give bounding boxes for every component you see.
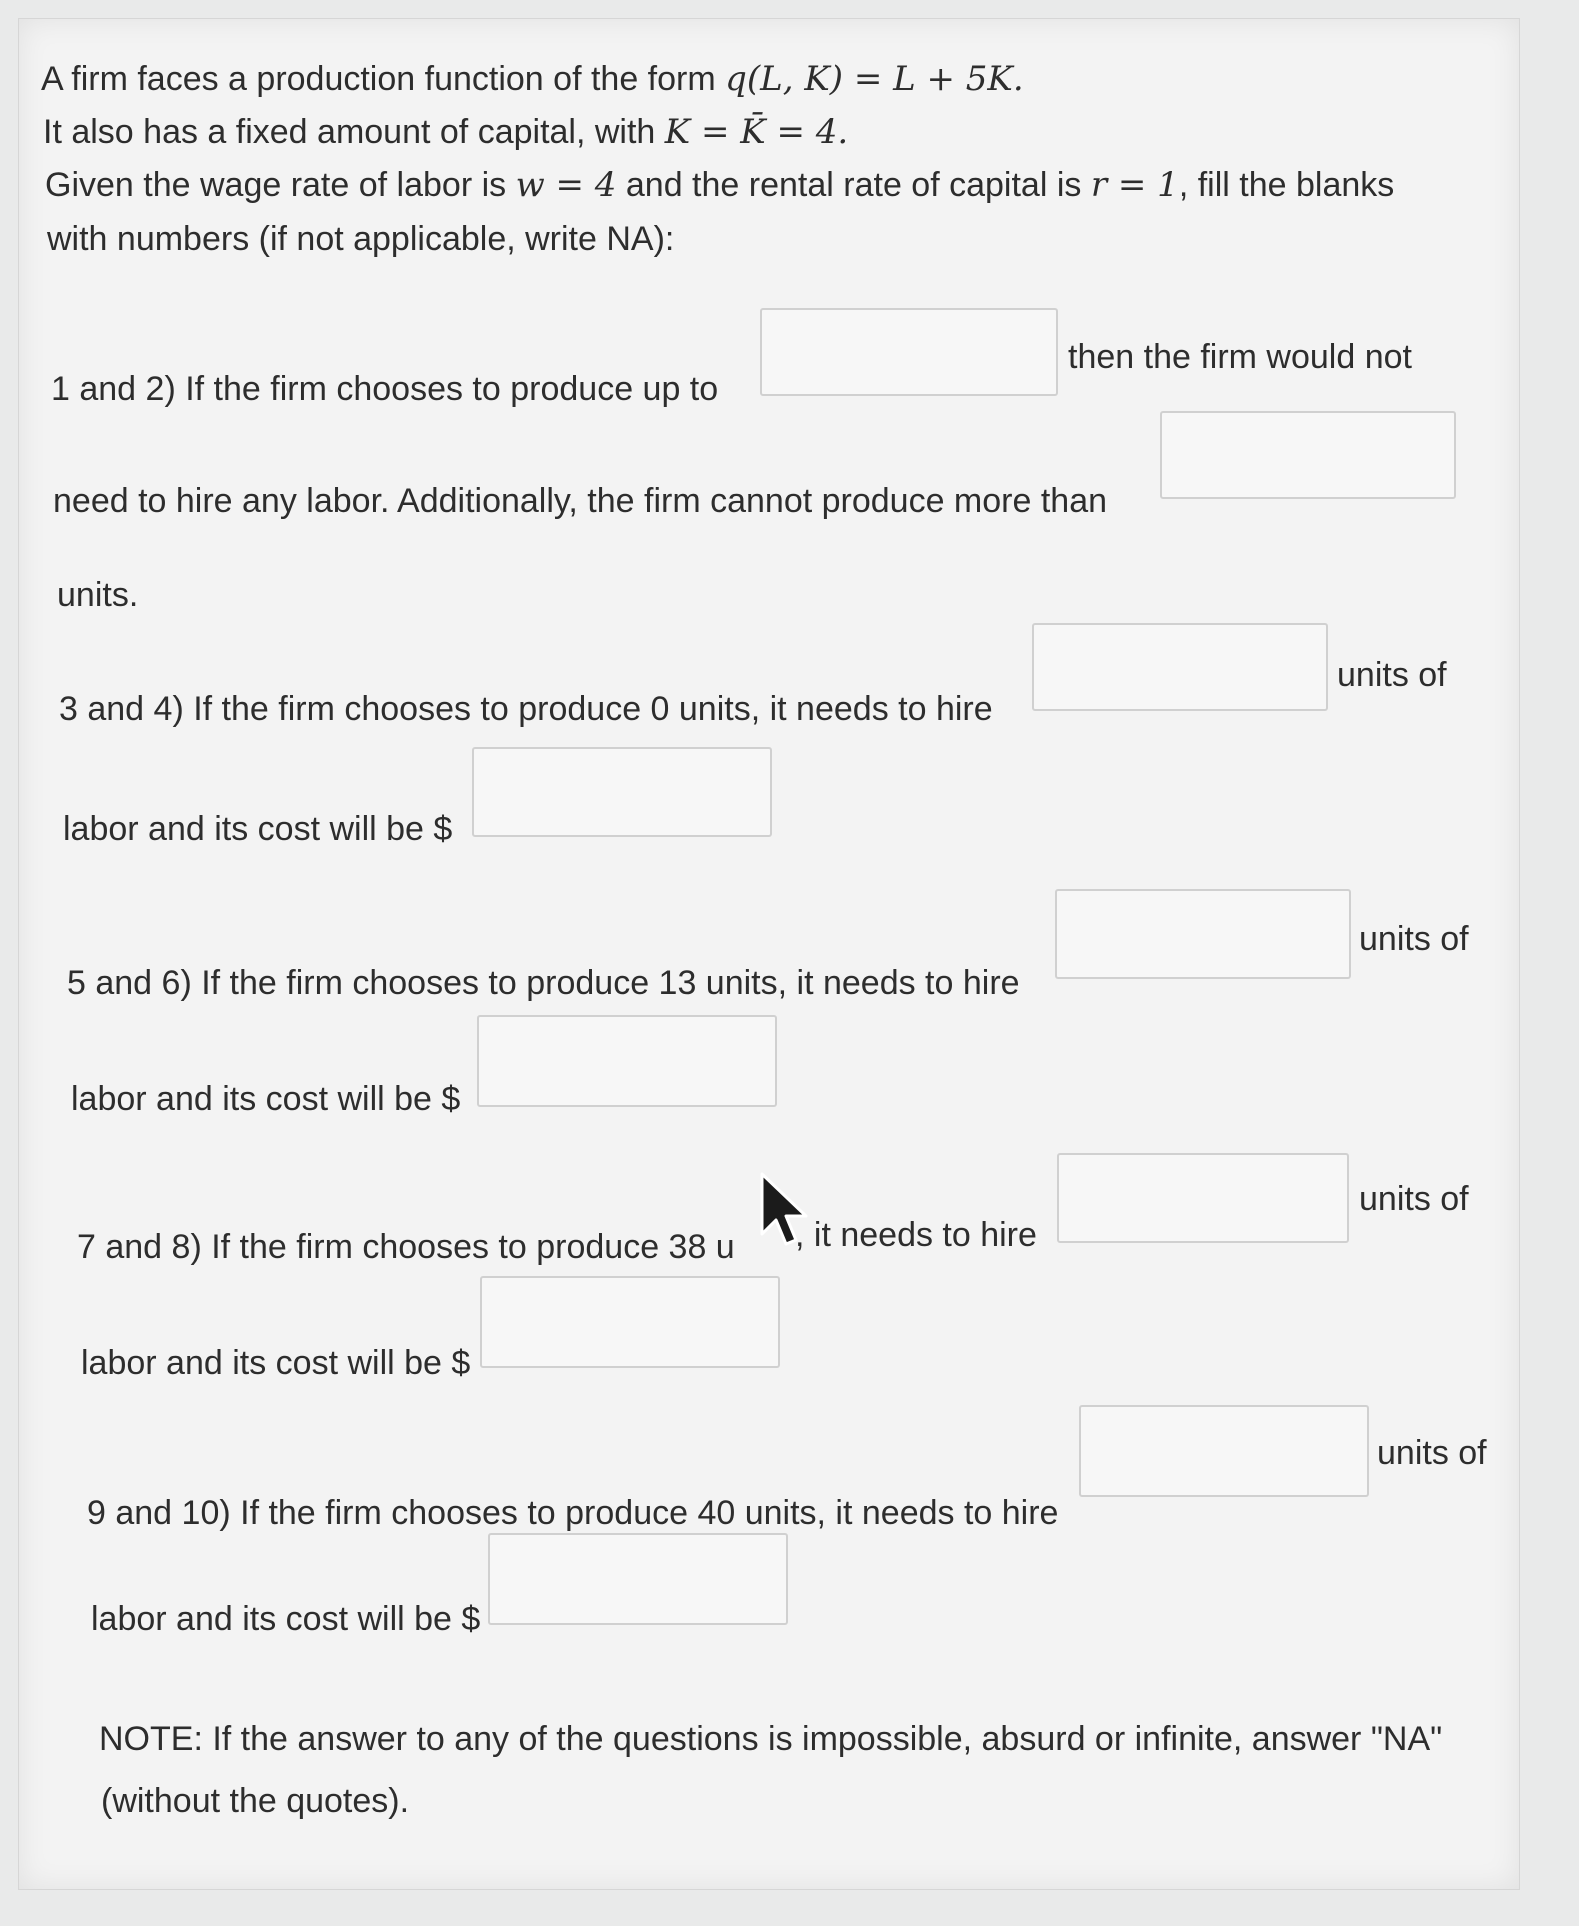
q34-text-a: 3 and 4) If the firm chooses to produce 0 units, it needs to hire xyxy=(59,690,993,728)
answer-input-8[interactable] xyxy=(480,1276,780,1368)
production-function-math: q(L, K) = L + 5K. xyxy=(725,59,1024,99)
note-line-1: NOTE: If the answer to any of the questions is impossible, absurd or infinite, answer "NA" xyxy=(99,1720,1443,1758)
q78-text-b: units of xyxy=(1359,1180,1469,1218)
answer-input-10[interactable] xyxy=(488,1533,788,1625)
intro-line-3: Given the wage rate of labor is w = 4 and the rental rate of capital is r = 1, fill the blanks xyxy=(45,165,1395,205)
q12-text-b: then the firm would not xyxy=(1068,338,1412,376)
q910-text-b: units of xyxy=(1377,1434,1487,1472)
q12-text-c: need to hire any labor. Additionally, the firm cannot produce more than xyxy=(53,482,1108,520)
intro-line-1: A firm faces a production function of the form q(L, K) = L + 5K. xyxy=(41,59,1024,99)
q78-text-a2: , it needs to hire xyxy=(795,1216,1037,1254)
mouse-pointer-icon xyxy=(760,1172,816,1252)
intro-line-4: with numbers (if not applicable, write NA): xyxy=(47,220,675,258)
q56-text-c: labor and its cost will be $ xyxy=(71,1080,461,1118)
q78-text-c: labor and its cost will be $ xyxy=(81,1344,471,1382)
question-card xyxy=(18,18,1520,1890)
answer-input-1[interactable] xyxy=(760,308,1058,396)
answer-input-6[interactable] xyxy=(477,1015,777,1107)
q34-text-c: labor and its cost will be $ xyxy=(63,810,453,848)
answer-input-4[interactable] xyxy=(472,747,772,837)
q56-text-b: units of xyxy=(1359,920,1469,958)
q34-text-b: units of xyxy=(1337,656,1447,694)
q910-text-c: labor and its cost will be $ xyxy=(91,1600,481,1638)
answer-input-2[interactable] xyxy=(1160,411,1456,499)
q12-text-a: 1 and 2) If the firm chooses to produce up to xyxy=(51,370,719,408)
answer-input-5[interactable] xyxy=(1055,889,1351,979)
q910-text-a: 9 and 10) If the firm chooses to produce 40 units, it needs to hire xyxy=(87,1494,1059,1532)
intro-line-2: It also has a fixed amount of capital, with K = K̄ = 4. xyxy=(43,112,849,152)
q12-text-d: units. xyxy=(57,576,139,614)
q78-text-a1: 7 and 8) If the firm chooses to produce 38 u xyxy=(77,1228,735,1266)
answer-input-3[interactable] xyxy=(1032,623,1328,711)
answer-input-7[interactable] xyxy=(1057,1153,1349,1243)
answer-input-9[interactable] xyxy=(1079,1405,1369,1497)
note-line-2: (without the quotes). xyxy=(101,1782,410,1820)
q56-text-a: 5 and 6) If the firm chooses to produce 13 units, it needs to hire xyxy=(67,964,1020,1002)
capital-math: K = K̄ = 4. xyxy=(664,112,849,152)
